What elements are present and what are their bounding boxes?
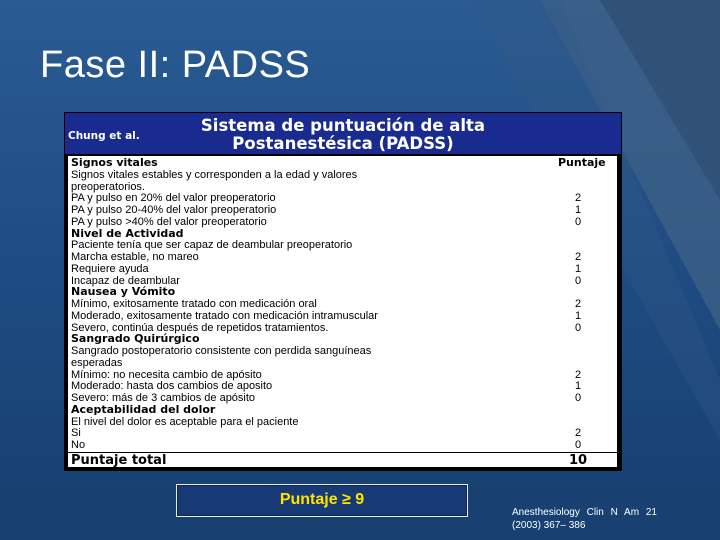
table-title-line2: Postanestésica (PADSS) (232, 134, 454, 153)
section-label: Nivel de Actividad (71, 226, 184, 240)
criterion-label: Severo: más de 3 cambios de apósito (71, 392, 256, 404)
table-row (68, 204, 617, 216)
table-row (68, 298, 617, 310)
score-threshold-box (176, 484, 468, 517)
padss-table (64, 112, 622, 471)
table-row (68, 357, 617, 369)
table-row (68, 310, 617, 322)
criterion-label: No (71, 439, 86, 451)
table-header (65, 113, 621, 154)
criterion-label: PA y pulso en 20% del valor preoperatorio (71, 192, 276, 205)
criterion-label: PA y pulso >40% del valor preoperatorio (71, 215, 267, 228)
criterion-label: Moderado: hasta dos cambios de aposito (71, 380, 273, 393)
criterion-label: Requiere ayuda (71, 262, 149, 275)
criterion-label: Sangrado postoperatorio consistente con perdida sanguíneas (71, 345, 372, 357)
score-value: 1 (574, 309, 582, 322)
table-row (68, 181, 617, 193)
table-row (68, 439, 617, 451)
score-value: 2 (574, 251, 582, 263)
criterion-label: Moderado, exitosamente tratado con medicación intramuscular (71, 309, 378, 322)
table-row (68, 369, 617, 381)
table-row (68, 216, 617, 228)
score-value: 1 (574, 262, 582, 275)
score-value: 0 (574, 439, 582, 451)
table-row (68, 192, 617, 204)
total-label: Puntaje total (71, 452, 167, 468)
table-row (68, 427, 617, 439)
score-value: Puntaje (558, 156, 606, 169)
table-row (68, 251, 617, 263)
table-section-row (68, 404, 617, 416)
score-value: 0 (574, 392, 582, 404)
table-title-line1: Sistema de puntuación de alta (200, 116, 486, 135)
citation (512, 506, 702, 532)
section-label: Nausea y Vómito (71, 285, 176, 299)
criterion-label: PA y pulso 20-40% del valor preoperatorio (71, 204, 277, 216)
citation-line1: Anesthesiology Clin N Am 21 (512, 507, 657, 518)
total-value: 10 (568, 452, 588, 468)
criterion-label: Paciente tenía que ser capaz de deambular preoperatorio (71, 239, 353, 252)
slide-title: Fase II: PADSS (40, 44, 311, 86)
criterion-label: esperadas (71, 356, 123, 369)
citation-line2: (2003) 367– 386 (512, 520, 586, 531)
table-author: Chung et al. (68, 130, 140, 142)
table-total-row (68, 452, 617, 469)
section-label: Aceptabilidad del dolor (71, 402, 216, 416)
table-body (68, 156, 617, 467)
table-section-row (68, 228, 617, 240)
score-threshold-text: Puntaje ≥ 9 (279, 491, 365, 508)
criterion-label: Mínimo, exitosamente tratado con medicación oral (71, 298, 317, 310)
table-section-row (68, 333, 617, 345)
score-value: 1 (574, 380, 582, 393)
criterion-label: El nivel del dolor es aceptable para el paciente (71, 415, 299, 428)
section-label: Sangrado Quirúrgico (71, 332, 200, 346)
score-value: 1 (574, 204, 582, 216)
table-section-row (68, 286, 617, 298)
criterion-label: Severo, continúa después de repetidos tratamientos. (71, 321, 329, 334)
table-row (68, 263, 617, 275)
table-section-row (68, 157, 617, 169)
table-row (68, 169, 617, 181)
score-value: 0 (574, 321, 582, 334)
table-row (68, 239, 617, 251)
score-value: 2 (574, 298, 582, 310)
criterion-label: Marcha estable, no mareo (71, 251, 199, 263)
section-label: Signos vitales (71, 156, 158, 169)
score-value: 2 (574, 192, 582, 205)
criterion-label: Signos vitales estables y corresponden a la edad y valores (71, 168, 358, 181)
score-value: 0 (574, 215, 582, 228)
score-value: 2 (574, 427, 582, 440)
criterion-label: Mínimo: no necesita cambio de apósito (71, 368, 262, 381)
table-row (68, 345, 617, 357)
criterion-label: Incapaz de deambular (71, 274, 180, 287)
criterion-label: preoperatorios. (71, 180, 145, 193)
table-row (68, 380, 617, 392)
table-row (68, 416, 617, 428)
criterion-label: Si (71, 427, 81, 440)
score-value: 0 (574, 274, 582, 287)
score-value: 2 (574, 368, 582, 381)
